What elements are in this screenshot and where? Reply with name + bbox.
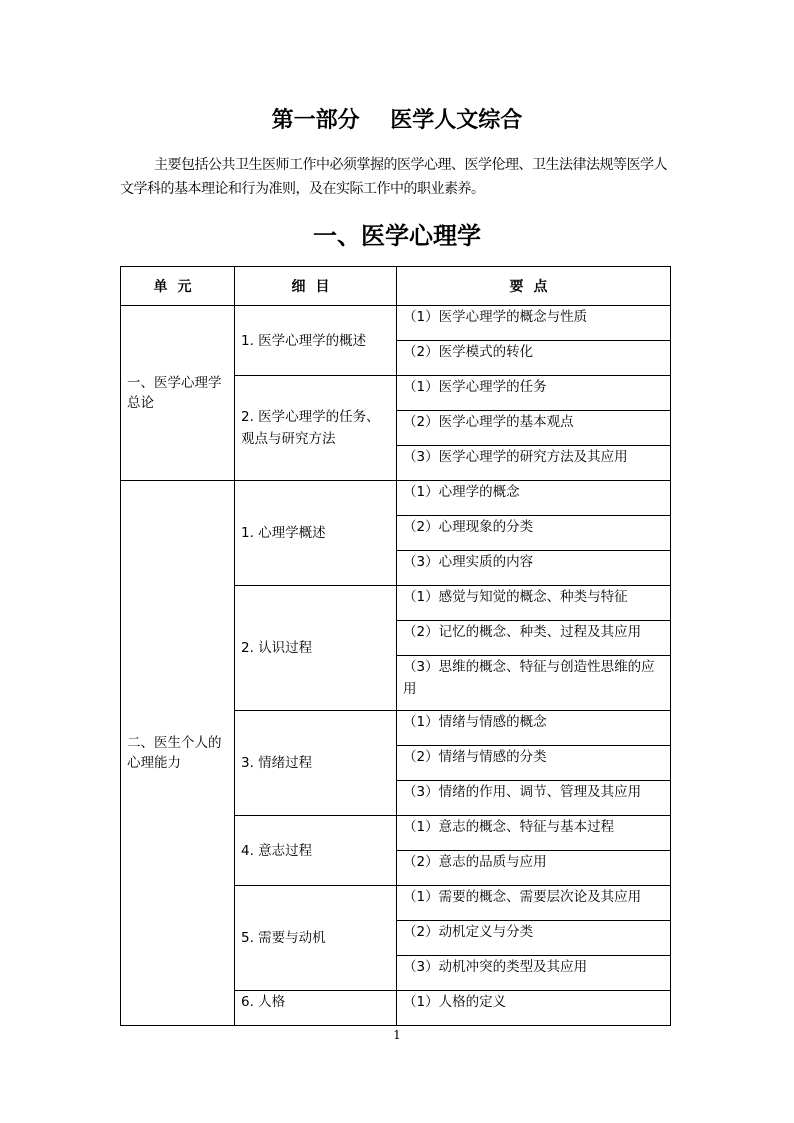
item-cell: 6. 人格 bbox=[235, 991, 397, 1026]
point-cell: （1）心理学的概念 bbox=[397, 481, 671, 516]
point-cell: （2）意志的品质与应用 bbox=[397, 851, 671, 886]
item-cell: 4. 意志过程 bbox=[235, 816, 397, 886]
point-cell: （2）情绪与情感的分类 bbox=[397, 746, 671, 781]
point-cell: （1）医学心理学的概念与性质 bbox=[397, 306, 671, 341]
point-cell: （1）需要的概念、需要层次论及其应用 bbox=[397, 886, 671, 921]
item-cell: 5. 需要与动机 bbox=[235, 886, 397, 991]
item-cell: 2. 认识过程 bbox=[235, 586, 397, 711]
syllabus-table bbox=[120, 266, 671, 1026]
point-cell: （3）情绪的作用、调节、管理及其应用 bbox=[397, 781, 671, 816]
part-title: 第一部分 医学人文综合 bbox=[271, 107, 523, 133]
point-cell: （2）医学心理学的基本观点 bbox=[397, 411, 671, 446]
point-cell: （2）医学模式的转化 bbox=[397, 341, 671, 376]
item-cell: 1. 心理学概述 bbox=[235, 481, 397, 586]
unit-cell: 一、医学心理学总论 bbox=[121, 306, 235, 481]
section-title: 一、医学心理学 bbox=[313, 221, 481, 250]
page-number: 1 bbox=[393, 1028, 401, 1042]
point-cell: （2）心理现象的分类 bbox=[397, 516, 671, 551]
point-cell: （1）感觉与知觉的概念、种类与特征 bbox=[397, 586, 671, 621]
point-cell: （3）思维的概念、特征与创造性思维的应用 bbox=[397, 656, 671, 711]
item-cell: 2. 医学心理学的任务、观点与研究方法 bbox=[235, 376, 397, 481]
point-cell: （3）心理实质的内容 bbox=[397, 551, 671, 586]
point-cell: （2）记忆的概念、种类、过程及其应用 bbox=[397, 621, 671, 656]
point-cell: （3）动机冲突的类型及其应用 bbox=[397, 956, 671, 991]
point-cell: （2）动机定义与分类 bbox=[397, 921, 671, 956]
table-header-row bbox=[121, 267, 671, 306]
item-cell: 1. 医学心理学的概述 bbox=[235, 306, 397, 376]
table-row bbox=[121, 306, 671, 341]
point-cell: （1）医学心理学的任务 bbox=[397, 376, 671, 411]
point-cell: （1）情绪与情感的概念 bbox=[397, 711, 671, 746]
header-item: 细目 bbox=[235, 267, 397, 306]
point-cell: （3）医学心理学的研究方法及其应用 bbox=[397, 446, 671, 481]
table-row bbox=[121, 481, 671, 516]
header-points: 要点 bbox=[397, 267, 671, 306]
unit-cell: 二、医生个人的心理能力 bbox=[121, 481, 235, 1026]
header-unit: 单元 bbox=[121, 267, 235, 306]
point-cell: （1）意志的概念、特征与基本过程 bbox=[397, 816, 671, 851]
point-cell: （1）人格的定义 bbox=[397, 991, 671, 1026]
item-cell: 3. 情绪过程 bbox=[235, 711, 397, 816]
intro-paragraph: 主要包括公共卫生医师工作中必须掌握的医学心理、医学伦理、卫生法律法规等医学人文学科的基本理论和行为准则，及在实际工作中的职业素养。 bbox=[120, 157, 667, 197]
